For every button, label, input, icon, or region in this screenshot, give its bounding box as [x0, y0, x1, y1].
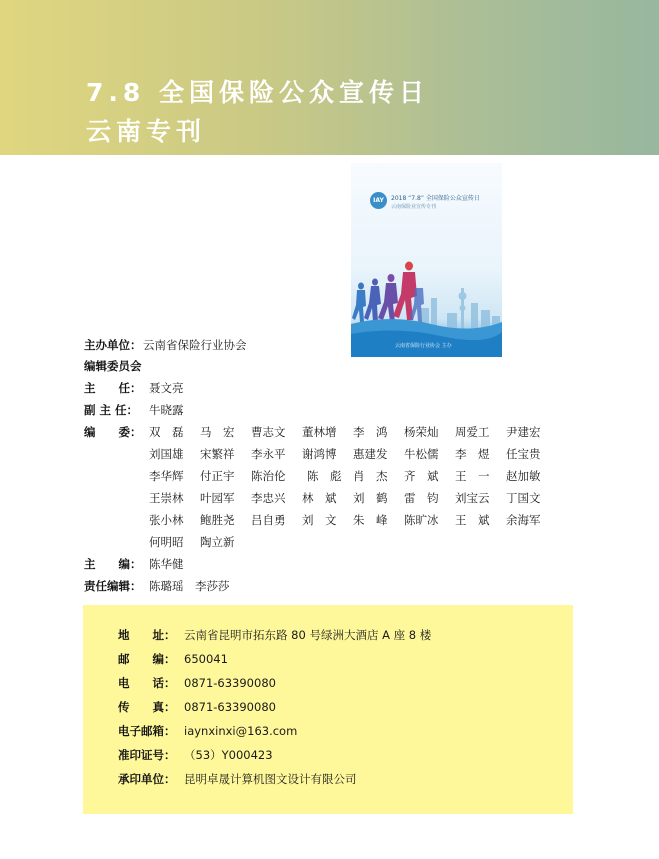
director-value: 聂文亮 [149, 381, 184, 395]
member-name: 李华辉 [149, 469, 184, 483]
member-name: 朱 峰 [353, 513, 388, 527]
member-name: 李忠兴 [251, 491, 286, 505]
member-name: 鲍胜尧 [200, 513, 235, 527]
member-name: 陈 彪 [307, 469, 342, 483]
member-name: 周爱工 [455, 425, 490, 439]
fax-label: 传 真： [118, 700, 176, 714]
postcode-value: 650041 [184, 652, 228, 666]
address-value: 云南省昆明市拓东路 80 号绿洲大酒店 A 座 8 楼 [184, 628, 432, 642]
printer-value: 昆明卓晟计算机图文设计有限公司 [184, 772, 357, 786]
member-name: 张小林 [149, 513, 184, 527]
phone-label: 电 话： [118, 676, 176, 690]
header-banner [0, 0, 659, 155]
postcode-label: 邮 编： [118, 652, 176, 666]
member-name: 刘国雄 [149, 447, 184, 461]
organizer-value: 云南省保险行业协会 [143, 338, 247, 352]
member-name: 谢鸿博 [302, 447, 337, 461]
member-name: 付正宇 [200, 469, 235, 483]
member-name: 双 磊 [149, 425, 184, 439]
member-name: 陈治伦 [251, 469, 286, 483]
email-label: 电子邮箱： [118, 724, 176, 738]
responsible-editor-label: 责任编辑： [84, 579, 142, 593]
responsible-editor-value: 陈璐瑶 李莎莎 [149, 579, 230, 593]
member-name: 尹建宏 [506, 425, 541, 439]
member-name: 王崇林 [149, 491, 184, 505]
member-name: 余海军 [506, 513, 541, 527]
member-name: 任宝贵 [506, 447, 541, 461]
member-name: 丁国文 [506, 491, 541, 505]
editor-label: 主 编： [84, 557, 142, 571]
vice-director-label: 副 主 任： [84, 403, 139, 417]
member-name: 何明昭 [149, 535, 184, 549]
member-name: 刘宝云 [455, 491, 490, 505]
member-name: 赵加敏 [506, 469, 541, 483]
organizer-label: 主办单位： [84, 338, 142, 352]
member-name: 马 宏 [200, 425, 235, 439]
member-name: 李永平 [251, 447, 286, 461]
member-name: 曹志文 [251, 425, 286, 439]
email-value: iaynxinxi@163.com [184, 724, 298, 738]
member-name: 杨荣灿 [404, 425, 439, 439]
member-name: 齐 斌 [404, 469, 439, 483]
iay-logo: IAY [370, 192, 387, 209]
contact-info-box [83, 605, 573, 814]
member-name: 刘 鹤 [353, 491, 388, 505]
member-name: 惠建发 [353, 447, 388, 461]
member-name: 王 斌 [455, 513, 490, 527]
members-label: 编 委： [84, 425, 142, 439]
member-name: 宋繁祥 [200, 447, 235, 461]
cover-subtitle: 云南保险业宣传专刊 [391, 204, 437, 210]
cover-footer: 云南省保险行业协会 主办 [395, 343, 452, 349]
member-name: 牛松儒 [404, 447, 439, 461]
member-name: 陈旷冰 [404, 513, 439, 527]
member-name: 雷 钧 [404, 491, 439, 505]
editor-value: 陈华健 [149, 557, 184, 571]
member-name: 董林增 [302, 425, 337, 439]
member-name: 李 煜 [455, 447, 490, 461]
page-title: 7.8 全国保险公众宣传日 [86, 78, 429, 107]
member-name: 林 斌 [302, 491, 337, 505]
permit-label: 准印证号： [118, 748, 176, 762]
permit-value: （53）Y000423 [184, 748, 273, 762]
member-name: 肖 杰 [353, 469, 388, 483]
fax-value: 0871-63390080 [184, 700, 276, 714]
cover-title: 2018 “7.8” 全国保险公众宣传日 [391, 195, 480, 202]
address-label: 地 址： [118, 628, 176, 642]
member-name: 吕自勇 [251, 513, 286, 527]
member-name: 叶园军 [200, 491, 235, 505]
member-name: 李 鸿 [353, 425, 388, 439]
member-name: 陶立新 [200, 535, 235, 549]
member-name: 王 一 [455, 469, 490, 483]
page-subtitle: 云南专刊 [86, 117, 207, 146]
committee-label: 编辑委员会 [84, 359, 142, 373]
director-label: 主 任： [84, 381, 142, 395]
cover-thumbnail [351, 163, 502, 357]
phone-value: 0871-63390080 [184, 676, 276, 690]
printer-label: 承印单位： [118, 772, 176, 786]
member-name: 刘 文 [302, 513, 337, 527]
vice-director-value: 牛晓露 [149, 403, 184, 417]
